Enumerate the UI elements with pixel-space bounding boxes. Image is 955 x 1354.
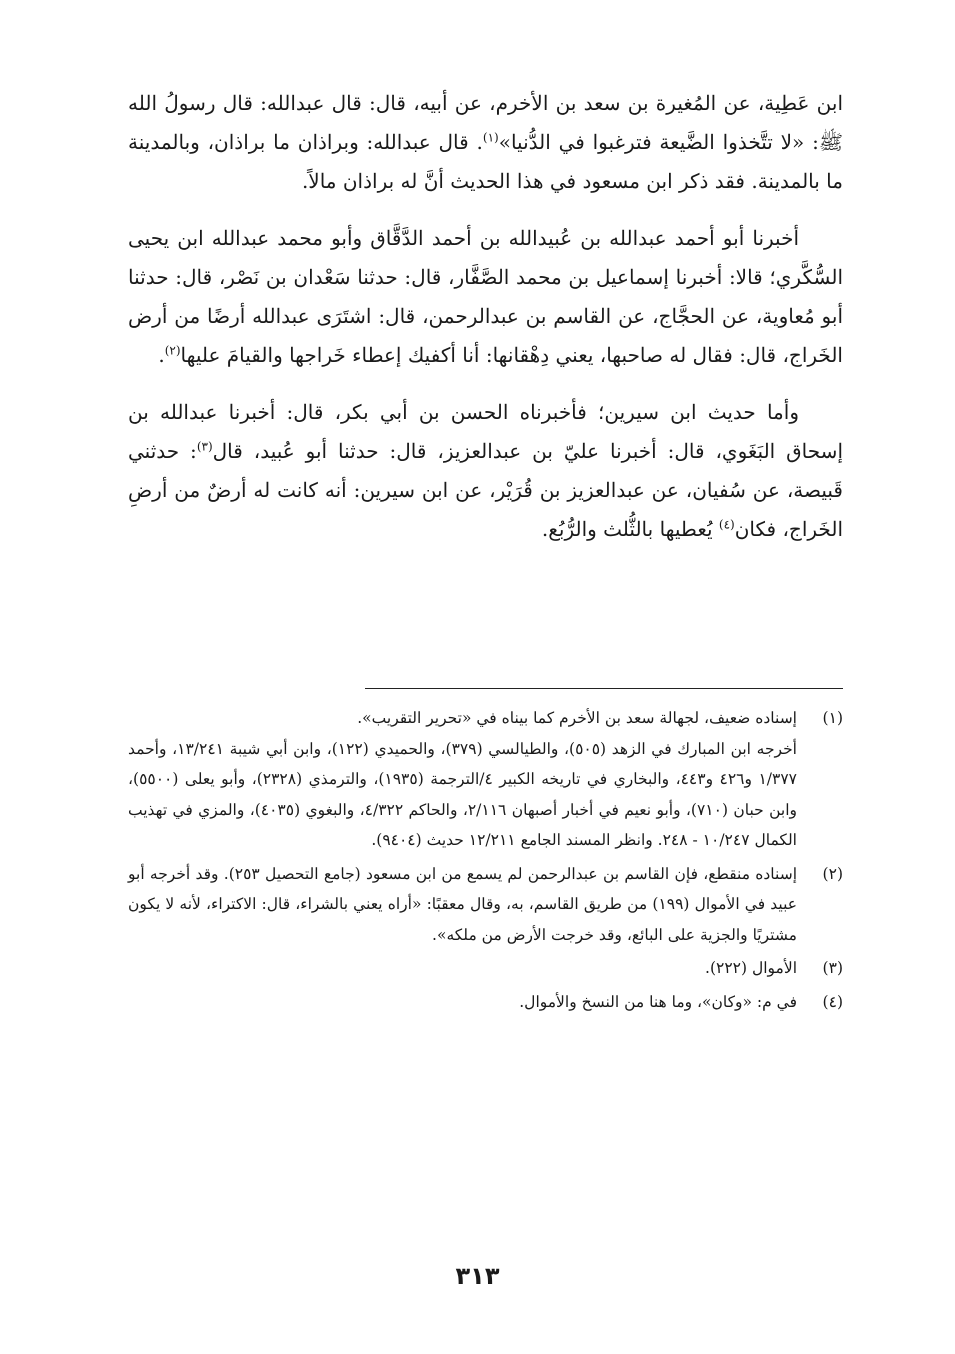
paragraph-1 [128,84,843,201]
page-number: ٣١٣ [455,1262,500,1290]
footnote-line: الأموال (٢٢٢). [705,959,797,977]
paragraph-2 [128,219,843,375]
footnote-body [128,703,797,856]
footnote-4 [128,987,843,1018]
footnote-ref-3: (٣) [196,439,213,454]
paragraph-3-tail: : حدثني قَبيصة، عن سُفيان، عن عبدالعزيز بن قُرَيْر، عن ابن سيرين: أنه كانت له أرضٌ من أرضِ الخَراج، فكان [128,439,843,541]
footnote-ref-2: (٢) [164,343,181,358]
footnote-number: (١) [822,709,843,727]
footnote-2 [128,859,843,951]
footnote-body [128,987,797,1018]
paragraph-1-text: ابن عَطِية، عن المُغيرة بن سعد بن الأخرم، عن أبيه، قال: قال عبدالله: قال رسولُ الله ﷺ: «لا تتَّخذوا الضَّيعة فترغبوا في الدُّنيا» [128,91,843,154]
footnote-line: في م: «وكان»، وما هنا من النسخ والأموال. [519,992,797,1011]
main-text [128,84,843,567]
footnote-line: إسناده منقطع، فإن القاسم بن عبدالرحمن لم يسمع من ابن مسعود (جامع التحصيل ٢٥٣). وقد أخرجه أبو عبيد في الأموال (١٩٩) من طريق القاسم، به، وقال معقبًا: «أراه يعني بالشراء، قال: الاكتراء، لأنه لا يكون مشتريًا والجزية على البائع، وقد خرجت الأرض من ملكه». [128,864,798,944]
footnote-number: (٢) [822,864,843,883]
footnote-line: إسناده ضعيف، لجهالة سعد بن الأخرم كما بيناه في «تحرير التقريب». [357,709,797,727]
footnote-body [128,953,797,984]
footnote-line: أخرجه ابن المبارك في الزهد (٥٠٥)، والطيالسي (٣٧٩)، والحميدي (١٢٢)، وابن أبي شيبة ١٣/٢٤١، وأحمد ١/٣٧٧ و٤٢٦ و٤٤٣، والبخاري في تاريخه الكبير ٤/الترجمة (١٩٣٥)، والترمذي (٢٣٢٨)، وأبو يعلى (٥٥٠٠)، وابن حبان (٧١٠)، وأبو نعيم في أخبار أصبهان ٢/١١٦، والحاكم ٤/٣٢٢، والبغوي (٤٠٣٥)، والمزي في تهذيب الكمال ١٠/٢٤٧ - ٢٤٨. وانظر المسند الجامع ١٢/٢١١ حديث (٩٤٠٤). [128,739,798,849]
footnote-1 [128,703,843,856]
footnotes [128,703,843,1020]
paragraph-2-text: أخبرنا أبو أحمد عبدالله بن عُبيدالله بن أحمد الدَّقَّاق وأبو محمد عبدالله ابن يحيى السُّكَّري؛ قالا: أخبرنا إسماعيل بن محمد الصَّفَّار، قال: حدثنا سَعْدان بن نَصْر، قال: حدثنا أبو مُعاوية، عن الحجَّاج، عن القاسم بن عبدالرحمن، قال: اشتَرَى عبدالله أرضًا من أرض الخَراج، قال: فقال له صاحبها، يعني دِهْقانها: أنا أكفيك إعطاء خَراجها والقيامَ عليها [128,226,843,367]
footnote-3 [128,953,843,984]
paragraph-3-text: وأما حديث ابن سيرين؛ فأخبرناه الحسن بن أبي بكر، قال: أخبرنا عبدالله بن إسحاق البَغَوي، قال: أخبرنا عليّ بن عبدالعزيز، قال: حدثنا أبو عُبيد، قال [128,400,843,463]
paragraph-2-tail: . [158,343,165,367]
footnote-number: (٤) [822,992,843,1011]
footnote-body [128,859,797,951]
paragraph-1-tail: . قال عبدالله: وبراذان ما براذان، وبالمدينة ما بالمدينة. فقد ذكر ابن مسعود في هذا الحديث أنَّ له براذان مالاً. [128,130,843,193]
paragraph-3-tail2: يُعطيها بالثُّلث والرُّبُع. [541,517,719,541]
paragraph-3 [128,393,843,549]
footnote-ref-1: (١) [482,130,499,145]
footnote-number: (٣) [822,959,843,977]
footnote-ref-4: (٤) [718,517,735,532]
footnote-separator [365,688,843,689]
